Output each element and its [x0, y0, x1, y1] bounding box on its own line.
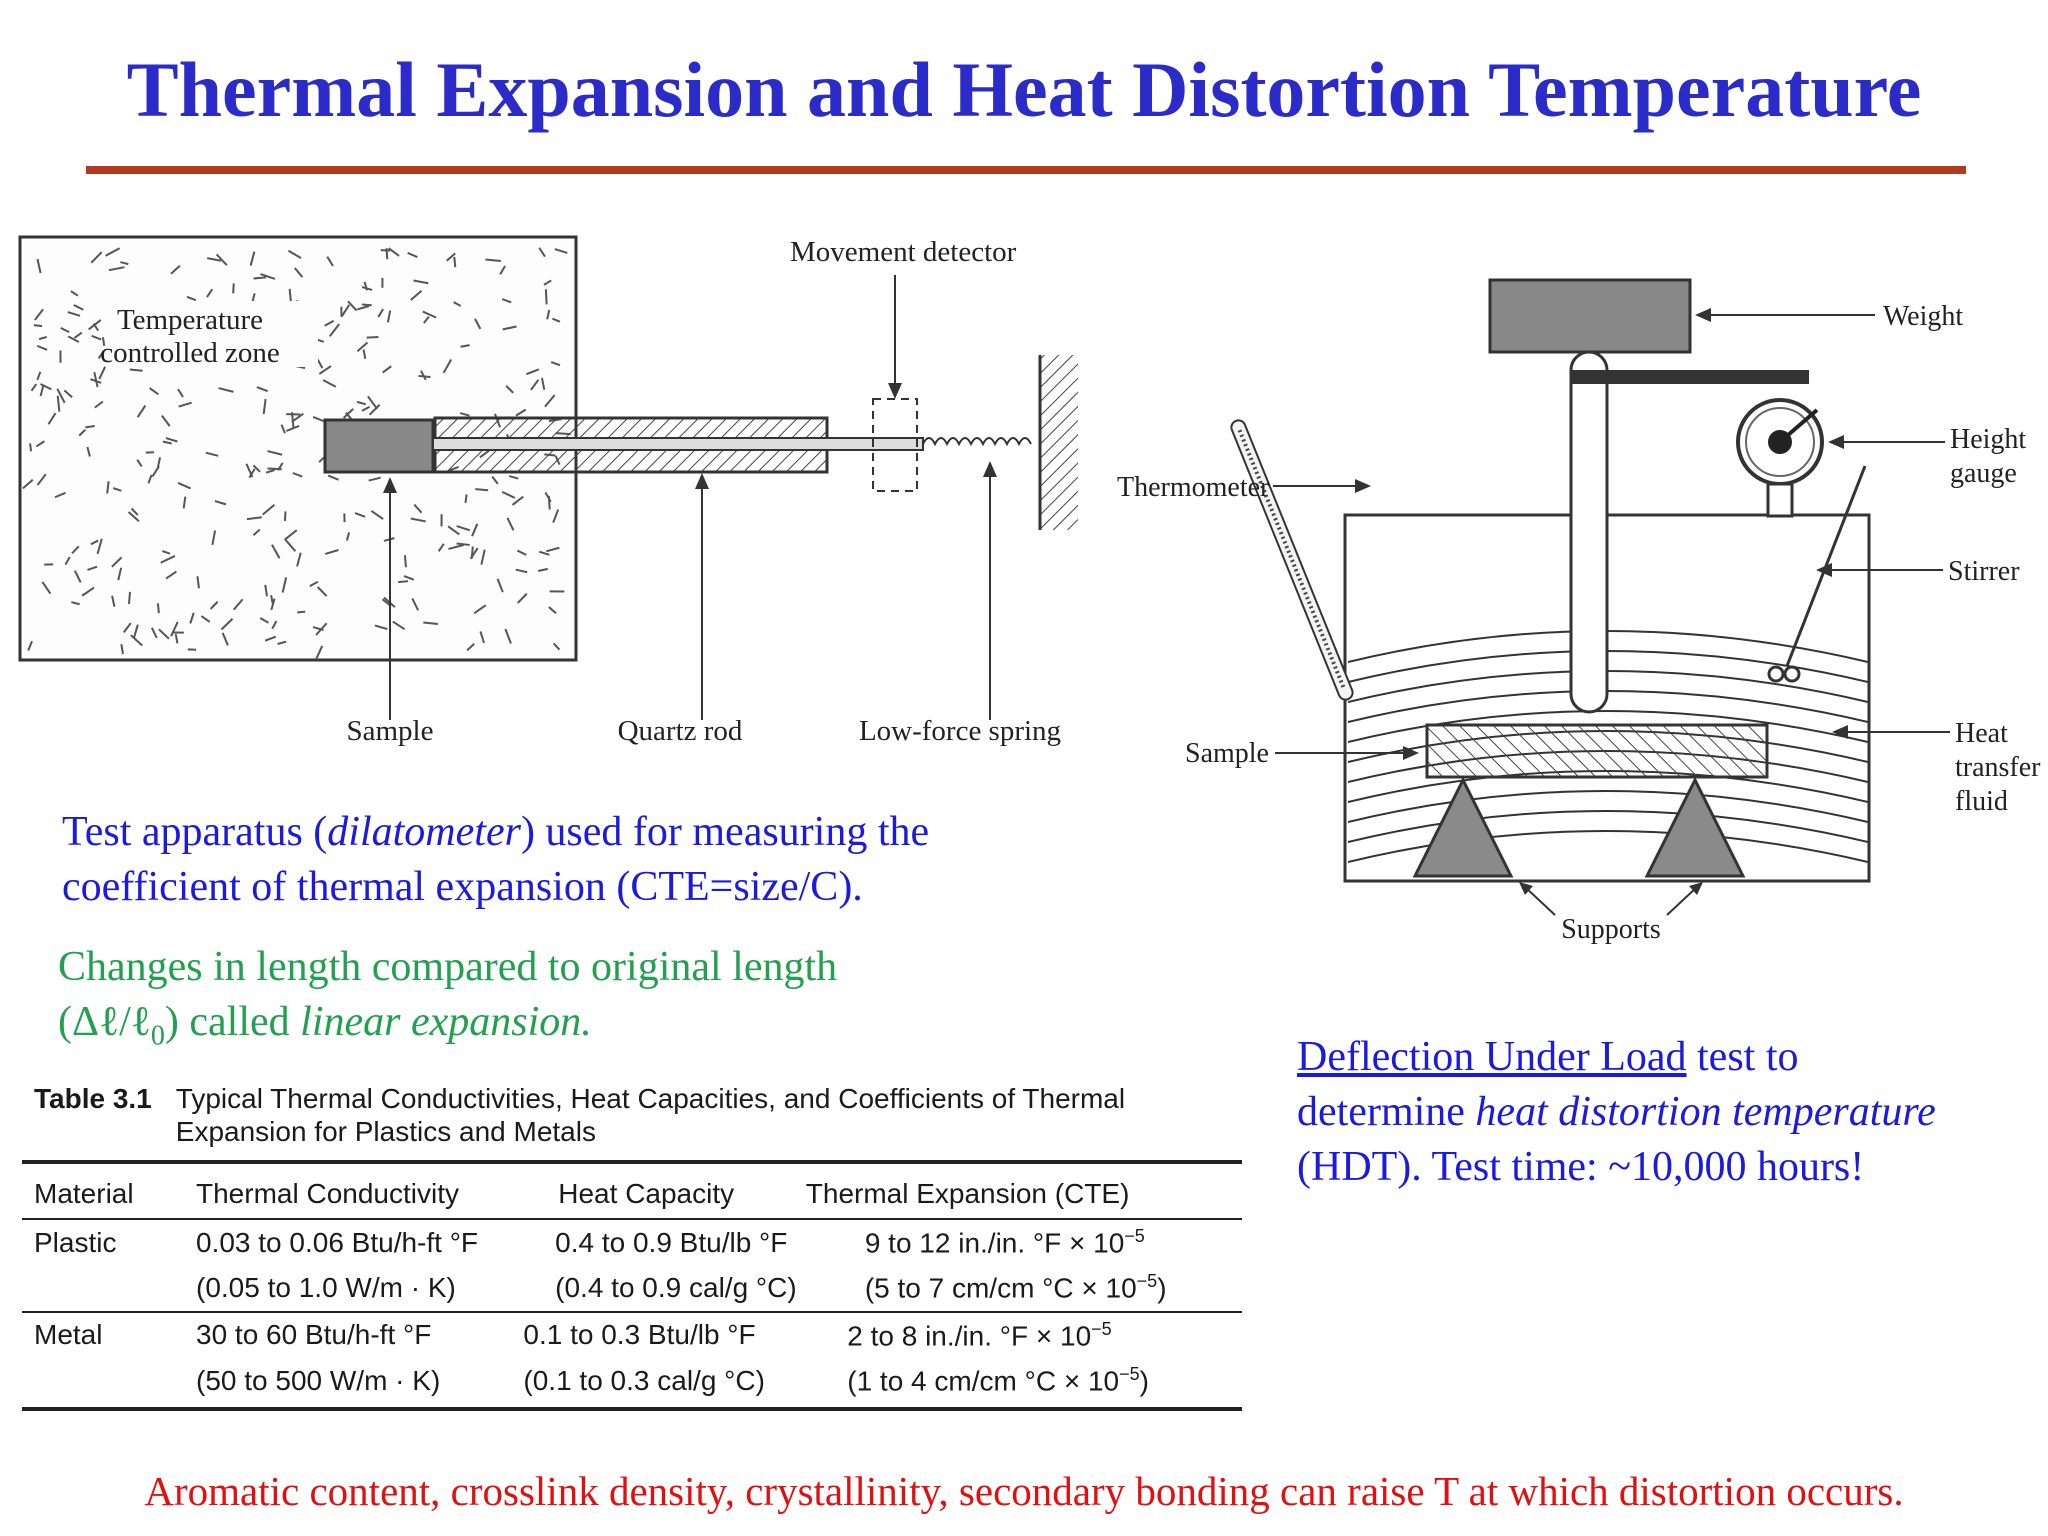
hdt-sample-bar [1427, 725, 1767, 777]
table-row: Plastic 0.03 to 0.06 Btu/h-ft °F 0.4 to 0.9 Btu/lb °F 9 to 12 in./in. $^\circ F \times 10^{-5}$ [34, 1226, 1145, 1259]
zone-label-line-1: Temperature [116, 304, 264, 336]
loading-rod [1571, 352, 1607, 712]
sample-label: Sample [346, 715, 434, 747]
supports-label: Supports [1561, 914, 1661, 945]
linear-expansion-caption: Changes in length compared to original length (Δℓ/ℓ$_0$) called linear expansion. [58, 944, 838, 1052]
dilatometer-diagram [0, 225, 1110, 765]
stirrer-label: Stirrer [1948, 556, 2020, 587]
table-caption: Table 3.1 Typical Thermal Conductivities, Heat Capacities, and Coefficients of Thermal Expansion for Plastics and Metals [34, 1083, 1126, 1147]
fixed-wall [1040, 355, 1078, 530]
deflection-under-load-link[interactable]: Deflection Under Load [1297, 1034, 1687, 1080]
thermometer-label: Thermometer [1117, 472, 1270, 503]
hdt-apparatus-diagram [1105, 270, 2045, 970]
height-gauge-label-1: Height [1950, 424, 2027, 455]
quartz-rod [433, 438, 923, 450]
slide-title: Thermal Expansion and Heat Distortion Temperature [126, 46, 1922, 133]
movement-detector-label: Movement detector [790, 236, 1017, 268]
dilatometer-caption: Test apparatus (dilatometer) used for measuring the coefficient of thermal expansion (CTE=size/C). [62, 809, 930, 910]
sample-block [325, 420, 433, 472]
title-divider [86, 166, 1966, 174]
fluid-label-2: transfer [1955, 752, 2041, 783]
hdt-sample-label: Sample [1185, 738, 1269, 769]
hdt-caption: Deflection Under Load test to determine heat distortion temperature (HDT). Test time: ~10,000 hours! [1297, 1034, 1936, 1190]
height-gauge-label-2: gauge [1950, 458, 2017, 489]
table-row: (50 to 500 W/m · K) (0.1 to 0.3 cal/g °C) (1 to 4 cm/cm $^\circ C \times 10^{-5}$) [196, 1363, 1149, 1397]
weight-block [1490, 280, 1690, 352]
low-force-spring [923, 438, 1031, 444]
weight-label: Weight [1883, 301, 1964, 332]
table-header-row: Material Thermal Conductivity Heat Capacity Thermal Expansion (CTE) [34, 1178, 1130, 1209]
table-row: (0.05 to 1.0 W/m · K) (0.4 to 0.9 cal/g °C) (5 to 7 cm/cm $^\circ C \times 10^{-5}$) [196, 1271, 1167, 1304]
fluid-label-1: Heat [1955, 718, 2008, 749]
properties-table [22, 1082, 1242, 1411]
quartz-rod-label: Quartz rod [617, 715, 743, 747]
gauge-arm [1571, 370, 1809, 384]
table-row: Metal 30 to 60 Btu/h-ft °F 0.1 to 0.3 Btu/lb °F 2 to 8 in./in. $^\circ F \times 10^{-5}$ [34, 1318, 1112, 1351]
zone-label-line-2: controlled zone [100, 337, 280, 369]
footer-note: Aromatic content, crosslink density, crystallinity, secondary bonding can raise T at which distortion occurs. [144, 1468, 1904, 1514]
fluid-label-3: fluid [1955, 786, 2008, 817]
spring-label: Low-force spring [858, 715, 1062, 747]
